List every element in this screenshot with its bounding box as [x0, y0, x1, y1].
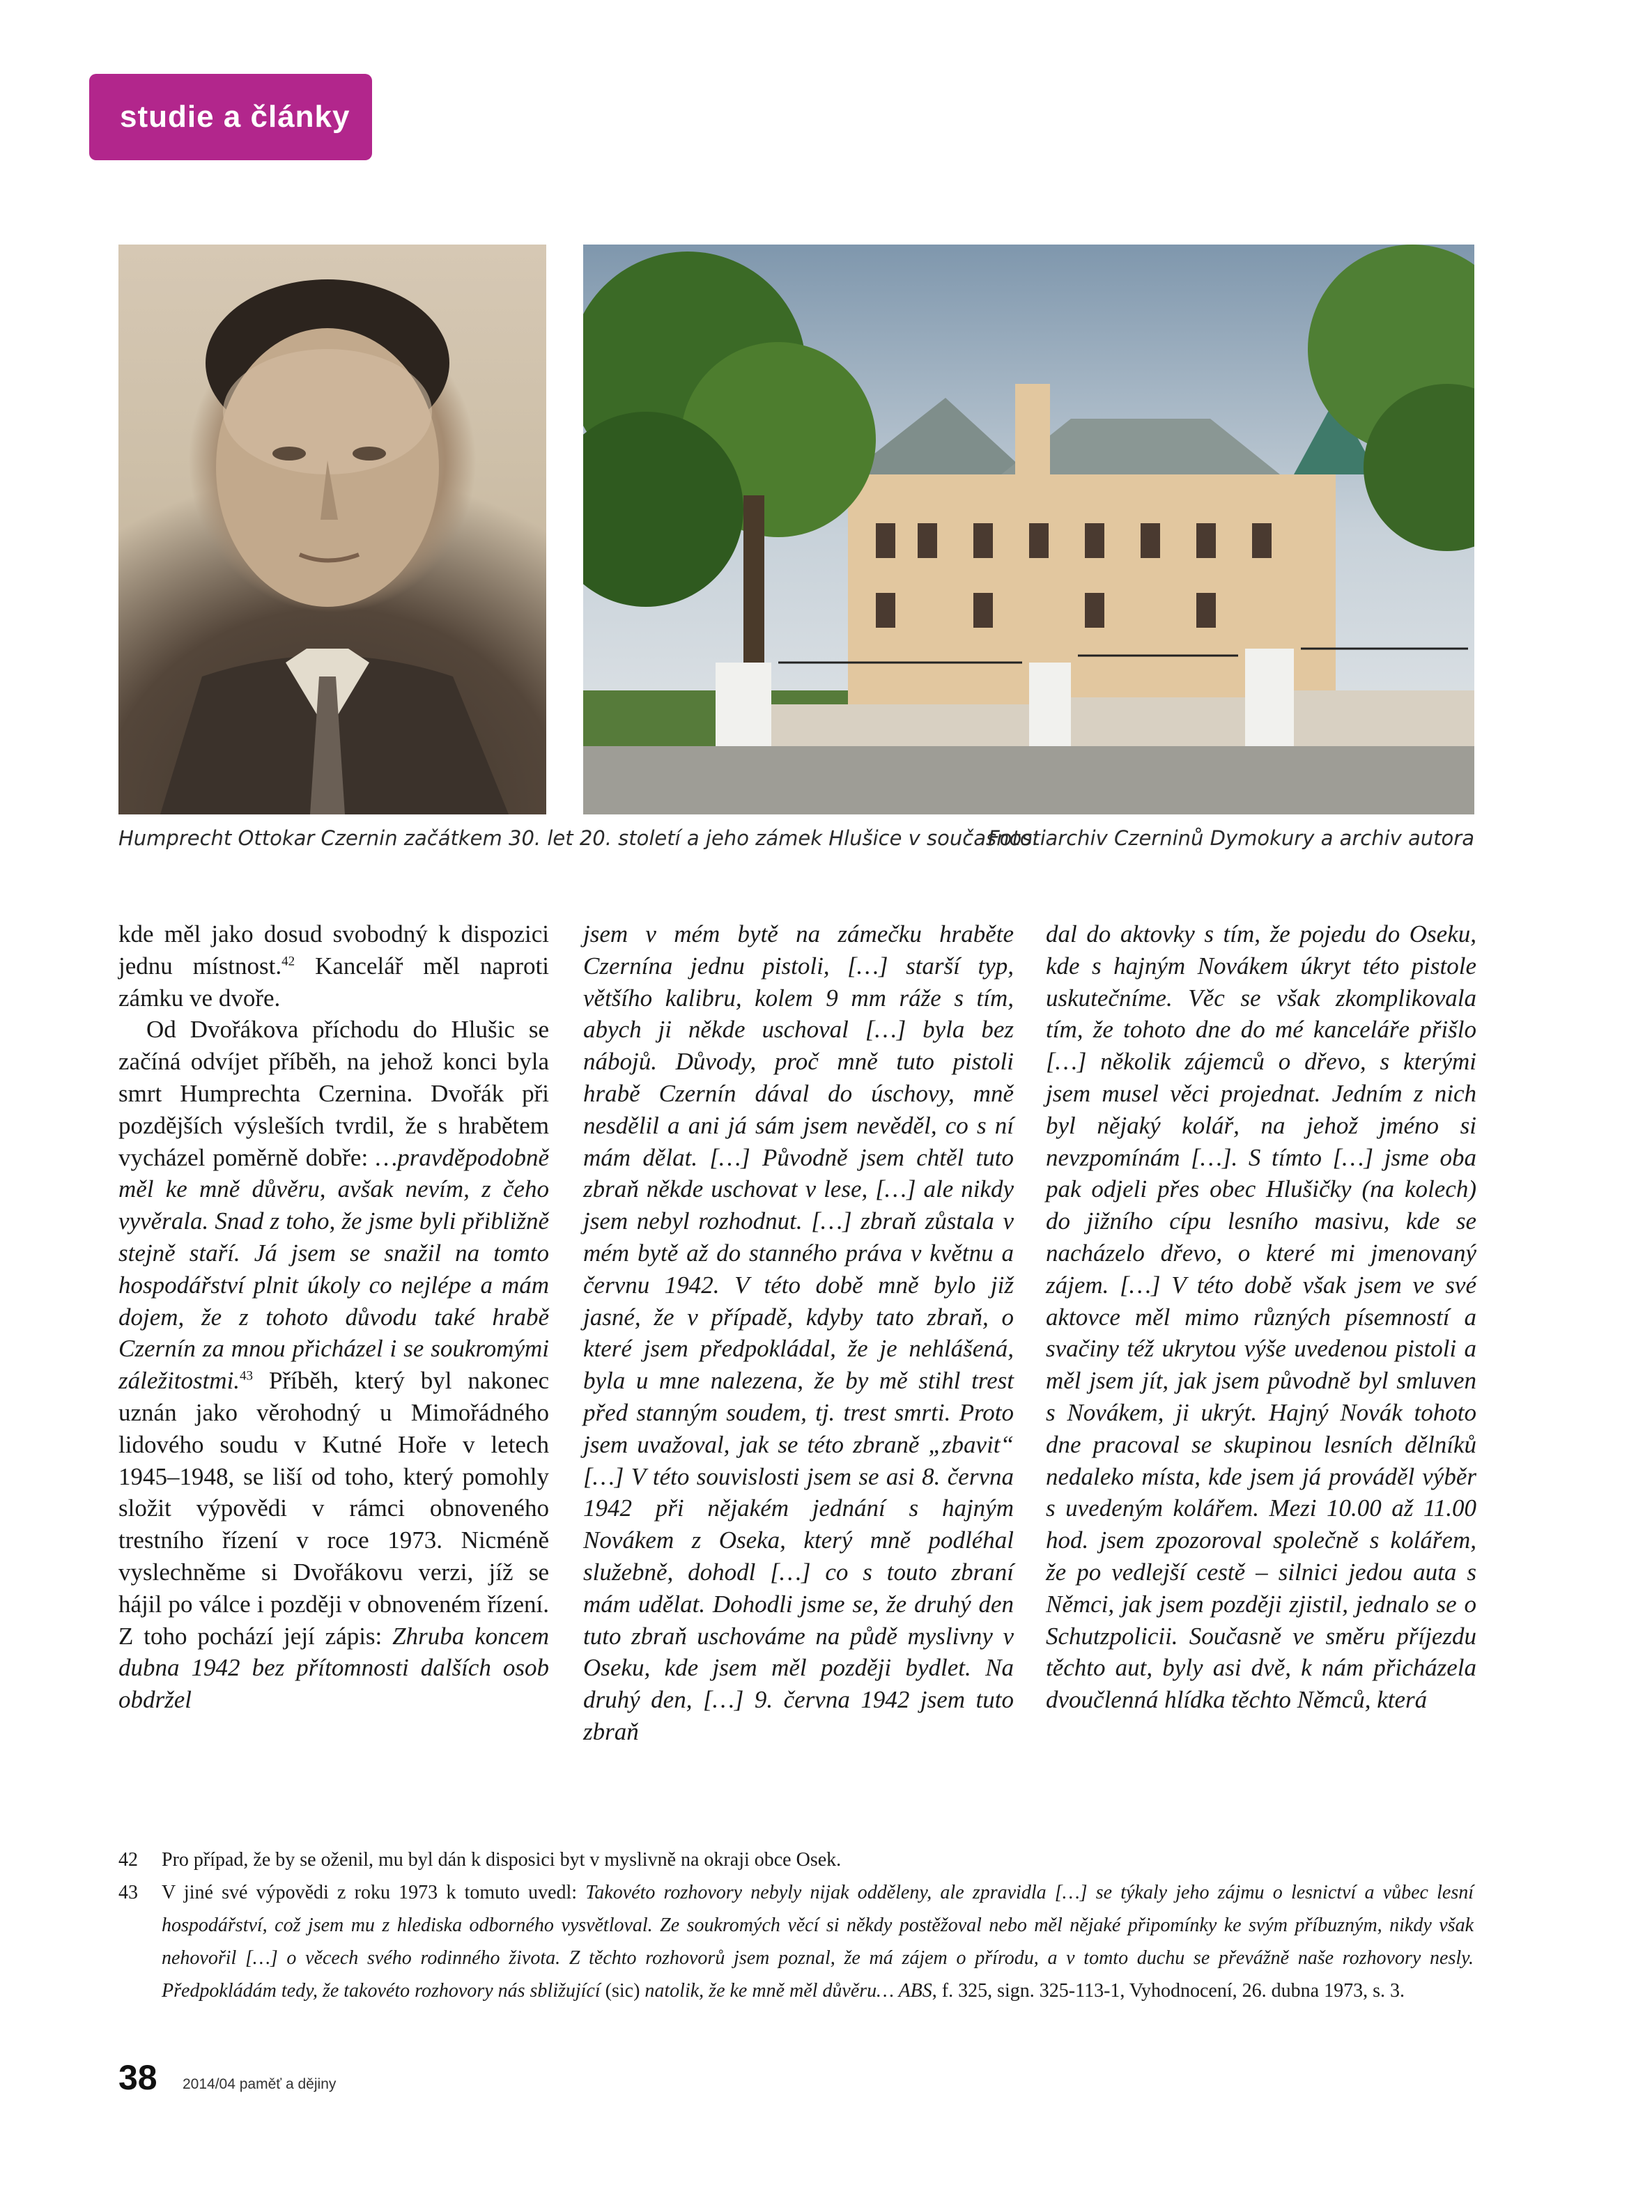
paragraph: Od Dvořákova příchodu do Hlušic se začíná odvíjet příběh, na jehož konci byla smrt Humprechta Czernina. Dvořák při pozdějších výsleších tvrdil, že s hrabětem vycházel poměrně dobře: …pravděpodobně měl ke mně důvěru, avšak nevím, z čeho vyvěrala. Snad z toho, že jsme byli přibližně stejně staří. Já jsem se snažil na tomto hospodářství plnit úkoly co nejlépe a mám dojem, že z tohoto důvodu také hrabě Czernín za mnou přicházel i se soukromými záležitostmi.$^{43}$ Příběh, který byl nakonec uznán jako věrohodný u Mimořádného lidového soudu v Kutné Hoře v letech 1945–1948, se liší od toho, který pomohly složit výpovědi v rámci obnoveného trestního řízení v roce 1973. Nicméně vyslechněme si Dvořákovu verzi, jíž se hájil po válce i později v obnoveném řízení. Z toho pochází její zápis: Zhruba koncem dubna 1942 bez přítomnosti dalších osob obdržel [118, 1016, 549, 1714]
footnote-text: V jiné své výpovědi z roku 1973 k tomuto uvedl: Takovéto rozhovory nebyly nijak odděleny, ale zpravidla […] se týkaly jeho zájmu o lesnictví a vůbec lesní hospodářství, což jsem mu z hlediska odborného vysvětloval. Ze soukromých věcí si někdy postěžoval nebo měl nějaké připomínky ke svým příbuzným, nikdy však nehovořil […] o věcech svého rodinného života. Z těchto rozhovorů jsem poznal, že má zájem o přírodu, a v tomto duchu se převážně naše rozhovory nesly. Předpokládám tedy, že takovéto rozhovory nás sbližující (sic) natolik, že ke mně měl důvěru… ABS, f. 325, sign. 325-113-1, Vyhodnocení, 26. dubna 1973, s. 3. [162, 1882, 1474, 2002]
footnote-text: Pro případ, že by se oženil, mu byl dán k disposici byt v myslivně na okraji obce Osek. [162, 1849, 842, 1871]
footnote-number: 42 [118, 1849, 138, 1871]
journal-name: 2014/04 paměť a dějiny [183, 2076, 337, 2092]
footnote-42 [118, 1843, 1474, 1876]
photo-caption: Humprecht Ottokar Czernin začátkem 30. let 20. století a jeho zámek Hlušice v současnosti [118, 826, 1046, 850]
portrait-photo [118, 245, 546, 814]
page-number: 38 [118, 2058, 157, 2097]
section-tag: studie a články [89, 74, 372, 160]
footnote-ref[interactable]: 42 [281, 954, 295, 969]
paragraph: jsem v mém bytě na zámečku hraběte Czernína jednu pistoli, […] starší typ, většího kalibru, kolem 9 mm ráže s tím, abych ji někde uschoval […] byla bez nábojů. Důvody, proč mně tuto pistoli hrabě Czernín dával do úschovy, mně nesdělil a ani já sám jsem nevěděl, co s ní mám dělat. […] Původně jsem chtěl tuto zbraň někde uschovat v lese, […] ale nikdy jsem nebyl rozhodnut. […] zbraň zůstala v mém bytě až do stanného práva v květnu a červnu 1942. V této době mně bylo již jasné, že v případě, kdyby tato zbraň, o které jsem předpokládal, že je nehlášená, byla u mne nalezena, že by mě stihl trest před stanným soudem, tj. trest smrti. Proto jsem uvažoval, jak se této zbraně „zbavit“ […] V této souvislosti jsem se asi 8. června 1942 při nějakém jednání s hajným Novákem z Oseka, který mně podléhal služebně, dohodl […] co s touto zbraní mám udělat. Dohodli jsme se, že druhý den tuto zbraň uschováme na půdě myslivny v Oseku, kde jsem měl později bydlet. Na druhý den, […] 9. června 1942 jsem tuto zbraň [583, 920, 1014, 1745]
paragraph: dal do aktovky s tím, že pojedu do Oseku, kde s hajným Novákem úkryt této pistole uskutečníme. Věc se však zkomplikovala tím, že tohoto dne do mé kanceláře přišlo […] několik zájemců o dřevo, s kterými jsem musel věci projednat. Jedním z nich byl nějaký kolář, na jehož jméno si nevzpomínám […]. S tímto […] jsme oba pak odjeli přes obec Hlušičky (na kolech) do jižního cípu lesního masivu, kde se nacházelo dřevo, o které mi jmenovaný zájem. […] V této době však jsem ve své aktovce měl mimo různých písemností a svačiny též ukrytou výše uvedenou pistoli a měl jsem jít, jak jsem původně byl smluven s Novákem, ji ukrýt. Hajný Novák tohoto dne pracoval se skupinou lesních dělníků nedaleko místa, kde jsem já prováděl výběr s uvedeným kolářem. Mezi 10.00 až 11.00 hod. jsem zpozoroval společně s kolářem, že po vedlejší cestě – silnici jedou auta s Němci, jak jsem později zjistil, jednalo se o Schutzpolicii. Současně ve směru příjezdu těchto aut, byly asi dvě, k nám přicházela dvoučlenná hlídka těchto Němců, která [1046, 920, 1476, 1714]
footnote-43 [118, 1876, 1474, 2007]
photo-credit: Foto: archiv Czerninů Dymokury a archiv autora [988, 826, 1474, 850]
text-column-2 [583, 918, 1014, 1748]
footnote-ref[interactable]: 43 [240, 1368, 254, 1384]
footnote-number: 43 [118, 1882, 138, 1903]
text-column-3 [1046, 918, 1476, 1716]
castle-photo [583, 245, 1474, 814]
text-column-1 [118, 918, 549, 1716]
paragraph: kde měl jako dosud svobodný k dispozici jednu místnost.$^{42}$ Kancelář měl naproti zámku ve dvoře. [118, 920, 549, 1012]
